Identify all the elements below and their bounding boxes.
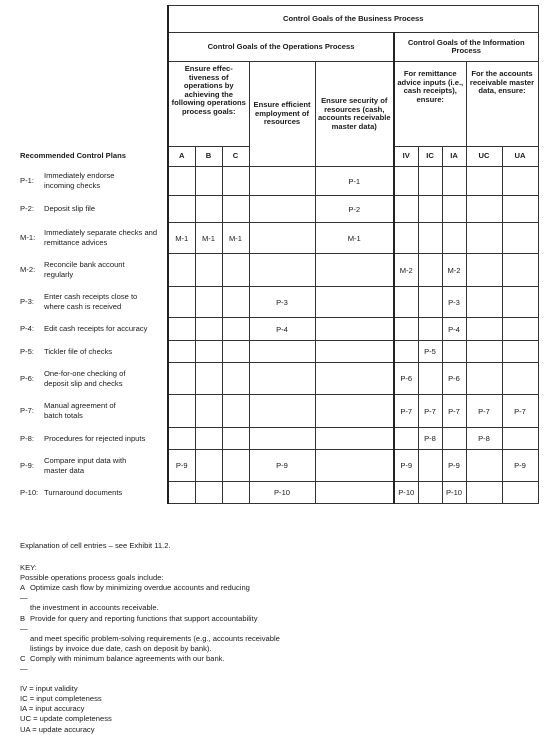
cell-iv [394, 428, 418, 450]
cell-b [195, 341, 222, 363]
cell-ia [442, 341, 466, 363]
cell-a [168, 254, 195, 287]
cell-b [195, 287, 222, 318]
plan-cell [18, 167, 168, 196]
cell-c [222, 287, 249, 318]
cell-iv [394, 196, 418, 223]
cell-ua [502, 341, 538, 363]
cell-ic [418, 167, 442, 196]
cell-security [315, 341, 394, 363]
plan-id: P-2: [20, 204, 34, 214]
plan-id: P-10: [20, 487, 39, 497]
plan-cell [18, 196, 168, 223]
cell-uc [466, 450, 502, 482]
cell-security: P-2 [315, 196, 394, 223]
notes-section [20, 541, 540, 735]
cell-c [222, 428, 249, 450]
cell-a [168, 318, 195, 341]
cell-security: M-1 [315, 223, 394, 254]
cell-uc: P-8 [466, 428, 502, 450]
plan-cell [18, 254, 168, 287]
cell-c [222, 341, 249, 363]
goal-a-id: A— [20, 583, 28, 603]
plan-text: Immediately separate checks and remittance advices [44, 228, 158, 247]
cell-ua [502, 254, 538, 287]
column-b-header: B [195, 147, 222, 167]
plan-id: P-4: [20, 324, 34, 334]
cell-security [315, 395, 394, 428]
cell-efficiency: P-10 [249, 482, 315, 504]
cell-efficiency [249, 196, 315, 223]
table-row [18, 167, 538, 196]
plan-cell [18, 363, 168, 395]
cell-ic [418, 287, 442, 318]
cell-ua [502, 363, 538, 395]
cell-security [315, 318, 394, 341]
cell-ua [502, 196, 538, 223]
plan-id: P-1: [20, 176, 34, 186]
cell-a [168, 341, 195, 363]
abbreviation-iv: IV = input validity [20, 684, 78, 694]
information-process-header: Control Goals of the Information Process [394, 33, 538, 62]
plan-text: Reconcile bank account regularly [44, 260, 125, 279]
plan-text: Compare input data with master data [44, 455, 127, 475]
blank-corner [18, 33, 168, 62]
goal-b-continuation: and meet specific problem-solving requirements (e.g., accounts receivable [30, 633, 280, 643]
table-row [18, 287, 538, 318]
cell-a [168, 196, 195, 223]
goal-a-continuation: the investment in accounts receivable. [30, 603, 159, 613]
recommended-control-plans-header: Recommended Control Plans [20, 150, 126, 160]
cell-efficiency: P-4 [249, 318, 315, 341]
plan-text: Edit cash receipts for accuracy [44, 324, 148, 334]
cell-ia: P-9 [442, 450, 466, 482]
cell-c [222, 363, 249, 395]
cell-uc [466, 254, 502, 287]
control-matrix-table [18, 5, 539, 504]
business-process-header: Control Goals of the Business Process [168, 6, 538, 33]
abbreviation-uc: UC = update completeness [20, 714, 112, 724]
plan-text: One-for-one checking of deposit slip and checks [44, 368, 126, 388]
column-ua-header: UA [502, 147, 538, 167]
plan-id: M-2: [20, 265, 36, 275]
table-row [18, 196, 538, 223]
plan-text: Turnaround documents [44, 487, 123, 497]
column-a-header: A [168, 147, 195, 167]
ar-master-data-header: For the accounts receivable master data, ensure: [466, 62, 538, 147]
cell-b [195, 450, 222, 482]
cell-security [315, 482, 394, 504]
cell-c [222, 482, 249, 504]
cell-ic [418, 254, 442, 287]
cell-iv [394, 287, 418, 318]
cell-uc [466, 167, 502, 196]
plan-cell [18, 450, 168, 482]
cell-c [222, 318, 249, 341]
plan-cell [18, 395, 168, 428]
cell-efficiency: P-3 [249, 287, 315, 318]
cell-efficiency: P-9 [249, 450, 315, 482]
cell-ic [418, 450, 442, 482]
cell-efficiency [249, 167, 315, 196]
plan-cell [18, 341, 168, 363]
plan-id: P-3: [20, 297, 34, 307]
goal-c-item [20, 654, 540, 674]
remittance-inputs-header: For remittance advice inputs (i.e., cash receipts), ensure: [394, 62, 466, 147]
cell-uc: P-7 [466, 395, 502, 428]
goal-b-text: Provide for query and reporting functions that support accountability [30, 613, 258, 623]
plan-id: P-9: [20, 460, 34, 470]
cell-iv: P-10 [394, 482, 418, 504]
table-row [18, 482, 538, 504]
cell-ia [442, 223, 466, 254]
cell-efficiency [249, 254, 315, 287]
cell-b [195, 254, 222, 287]
table-row [18, 254, 538, 287]
cell-uc [466, 223, 502, 254]
cell-security [315, 287, 394, 318]
table-row [18, 363, 538, 395]
plan-id: P-8: [20, 433, 34, 443]
cell-a: M-1 [168, 223, 195, 254]
cell-efficiency [249, 223, 315, 254]
plan-text: Deposit slip file [44, 204, 96, 214]
cell-c [222, 254, 249, 287]
cell-iv: M-2 [394, 254, 418, 287]
spacer [20, 674, 540, 684]
cell-c [222, 196, 249, 223]
goal-a-item [20, 583, 540, 603]
plan-text: Manual agreement of batch totals [44, 401, 116, 420]
table-row [18, 223, 538, 254]
plan-id: P-6: [20, 373, 34, 383]
cell-ua [502, 287, 538, 318]
cell-b: M-1 [195, 223, 222, 254]
cell-ia: P-4 [442, 318, 466, 341]
cell-uc [466, 318, 502, 341]
goal-a-text: Optimize cash flow by minimizing overdue accounts and reducing [30, 583, 250, 593]
cell-a [168, 167, 195, 196]
recommended-header-cell [18, 62, 168, 167]
cell-b [195, 196, 222, 223]
cell-security: P-1 [315, 167, 394, 196]
cell-security [315, 428, 394, 450]
plan-text: Tickler file of checks [44, 346, 113, 356]
cell-security [315, 254, 394, 287]
plan-cell [18, 428, 168, 450]
table-row [18, 318, 538, 341]
goal-b-id: B— [20, 613, 28, 633]
cell-ia [442, 428, 466, 450]
goal-b-item [20, 614, 540, 634]
cell-a [168, 428, 195, 450]
table-row [18, 450, 538, 482]
cell-ua: P-7 [502, 395, 538, 428]
table-row [18, 395, 538, 428]
cell-ic [418, 196, 442, 223]
cell-iv: P-6 [394, 363, 418, 395]
table-row [18, 428, 538, 450]
cell-a [168, 287, 195, 318]
cell-efficiency [249, 395, 315, 428]
plan-cell [18, 287, 168, 318]
goal-c-id: C— [20, 653, 28, 674]
cell-ic: P-5 [418, 341, 442, 363]
plan-cell [18, 318, 168, 341]
plan-id: M-1: [20, 233, 36, 243]
abbreviation-ia: IA = input accuracy [20, 704, 85, 714]
cell-uc [466, 341, 502, 363]
cell-c [222, 450, 249, 482]
cell-ic [418, 318, 442, 341]
plan-text: Procedures for rejected inputs [44, 433, 146, 443]
cell-ia: P-6 [442, 363, 466, 395]
column-ia-header: IA [442, 147, 466, 167]
security-header: Ensure security of resources (cash, accounts receivable master data) [315, 62, 394, 167]
plan-text: Enter cash receipts close to where cash is received [44, 292, 138, 311]
cell-iv [394, 223, 418, 254]
cell-ua [502, 167, 538, 196]
cell-efficiency [249, 428, 315, 450]
cell-ua [502, 318, 538, 341]
cell-uc [466, 196, 502, 223]
cell-ia [442, 196, 466, 223]
cell-uc [466, 287, 502, 318]
plan-id: P-7: [20, 406, 34, 416]
cell-ia: M-2 [442, 254, 466, 287]
cell-c [222, 167, 249, 196]
cell-b [195, 395, 222, 428]
cell-a: P-9 [168, 450, 195, 482]
cell-ia: P-7 [442, 395, 466, 428]
table-row [18, 341, 538, 363]
abbreviation-ic: IC = input completeness [20, 694, 102, 704]
cell-iv [394, 318, 418, 341]
cell-security [315, 450, 394, 482]
cell-c: M-1 [222, 223, 249, 254]
cell-iv [394, 341, 418, 363]
column-ic-header: IC [418, 147, 442, 167]
cell-a [168, 395, 195, 428]
cell-ua [502, 482, 538, 504]
goal-c-text: Comply with minimum balance agreements with our bank. [30, 653, 225, 663]
column-iv-header: IV [394, 147, 418, 167]
efficiency-header: Ensure efficient employment of resources [249, 62, 315, 167]
cell-iv: P-9 [394, 450, 418, 482]
cell-ua: P-9 [502, 450, 538, 482]
cell-b [195, 482, 222, 504]
cell-ua [502, 428, 538, 450]
abbreviation-ua: UA = update accuracy [20, 724, 95, 734]
cell-ic [418, 482, 442, 504]
cell-security [315, 363, 394, 395]
blank-corner [18, 6, 168, 33]
effectiveness-header: Ensure effec- tiveness of operations by achieving the following operations process goals: [168, 62, 249, 147]
cell-ic [418, 223, 442, 254]
column-uc-header: UC [466, 147, 502, 167]
plan-cell [18, 482, 168, 504]
cell-ia: P-3 [442, 287, 466, 318]
cell-a [168, 363, 195, 395]
cell-ia: P-10 [442, 482, 466, 504]
goals-intro: Possible operations process goals include: [20, 573, 164, 583]
plan-text: Immediately endorse incoming checks [44, 171, 115, 190]
key-label: KEY: [20, 563, 37, 573]
cell-b [195, 363, 222, 395]
cell-iv [394, 167, 418, 196]
cell-iv: P-7 [394, 395, 418, 428]
operations-process-header: Control Goals of the Operations Process [168, 33, 394, 62]
cell-c [222, 395, 249, 428]
cell-b [195, 428, 222, 450]
cell-ic: P-8 [418, 428, 442, 450]
explanation-note: Explanation of cell entries – see Exhibit 11.2. [20, 541, 171, 550]
goal-b-continuation: listings by invoice due date, cash on deposit by bank). [30, 643, 212, 653]
plan-cell [18, 223, 168, 254]
column-c-header: C [222, 147, 249, 167]
cell-ia [442, 167, 466, 196]
cell-uc [466, 363, 502, 395]
cell-a [168, 482, 195, 504]
cell-ua [502, 223, 538, 254]
cell-efficiency [249, 341, 315, 363]
cell-ic [418, 363, 442, 395]
cell-efficiency [249, 363, 315, 395]
cell-uc [466, 482, 502, 504]
plan-id: P-5: [20, 346, 34, 356]
cell-ic: P-7 [418, 395, 442, 428]
cell-b [195, 167, 222, 196]
cell-b [195, 318, 222, 341]
